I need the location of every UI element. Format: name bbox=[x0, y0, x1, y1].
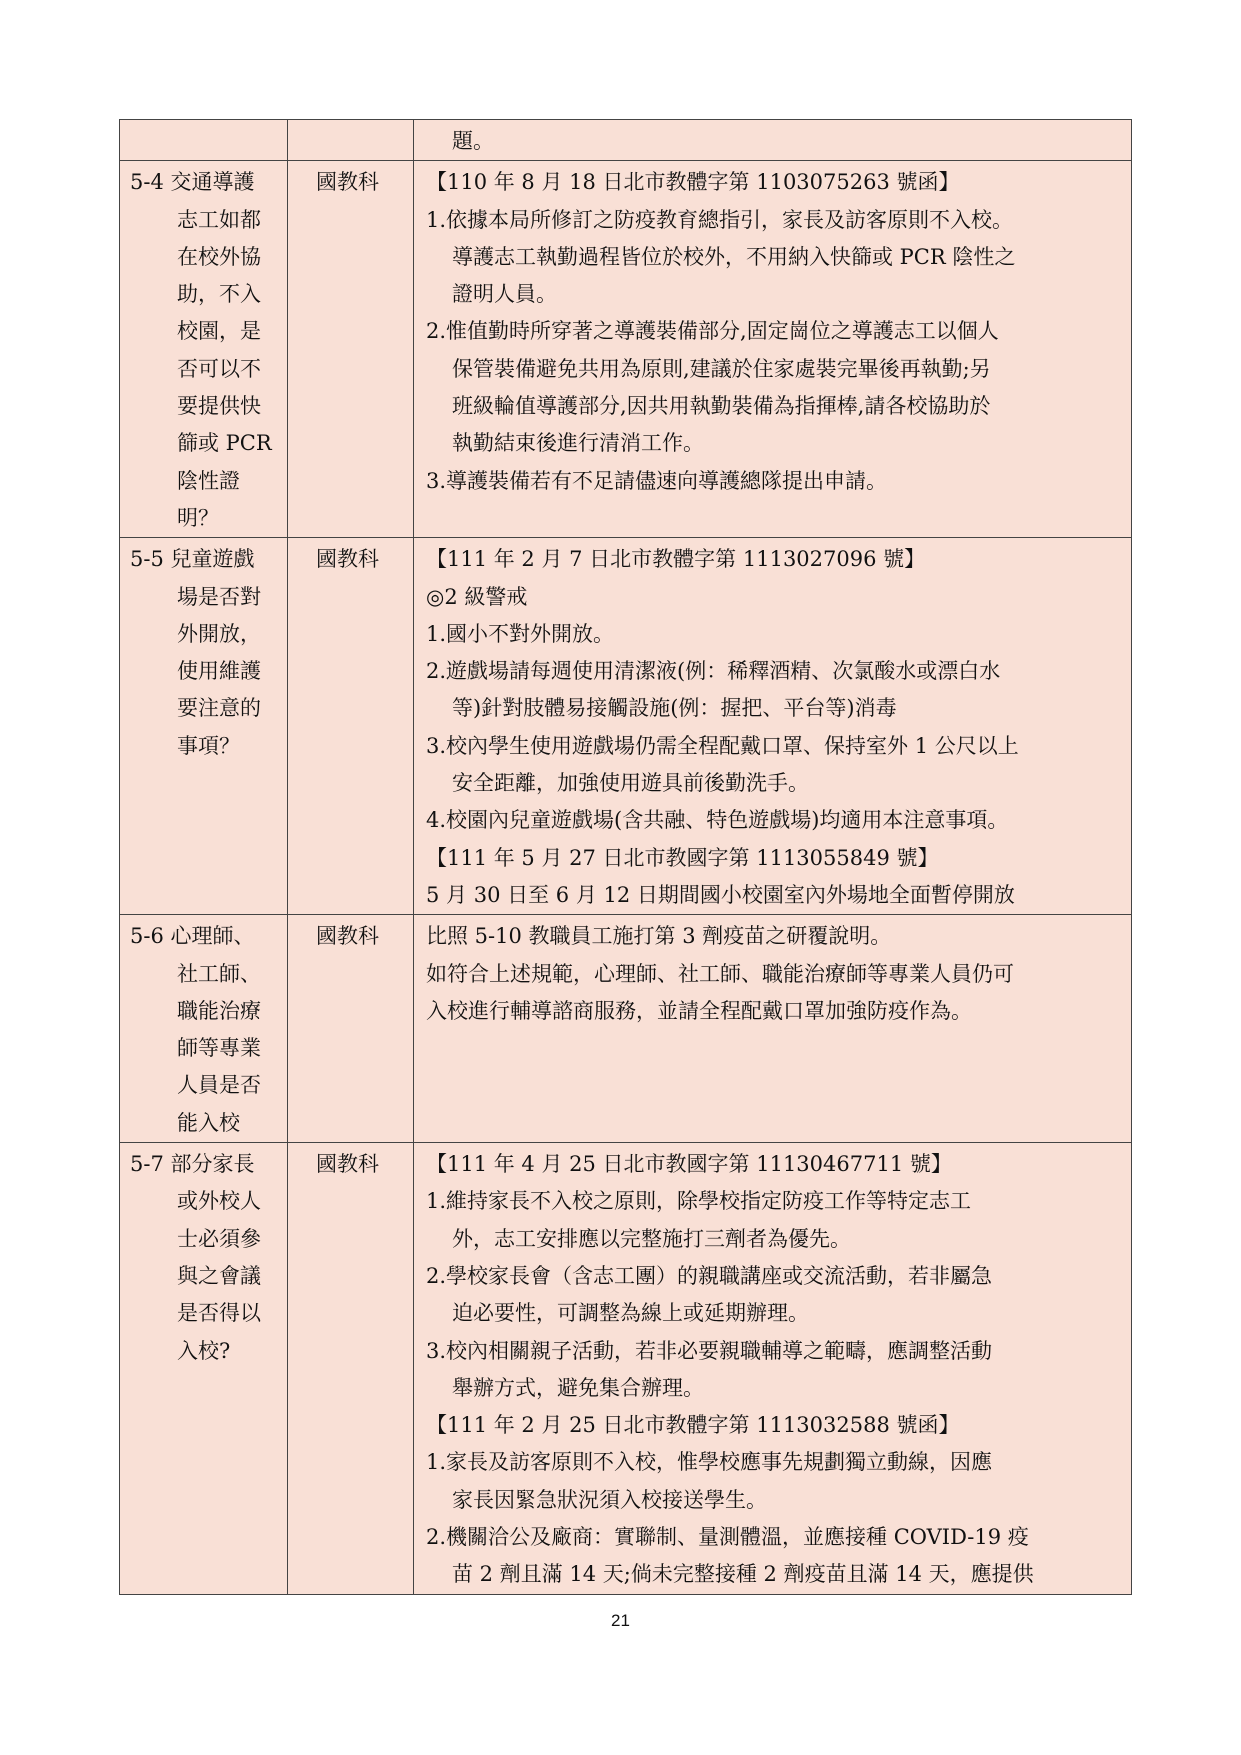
question-cell bbox=[120, 538, 288, 915]
table-row bbox=[120, 538, 1132, 915]
answer-line: 家長因緊急狀況須入校接送學生。 bbox=[452, 1487, 767, 1512]
unit-cell bbox=[288, 161, 414, 538]
answer-line: 1.維持家長不入校之原則，除學校指定防疫工作等特定志工 bbox=[426, 1189, 972, 1214]
question-line: 師等專業 bbox=[177, 1036, 261, 1061]
question-cell bbox=[120, 120, 288, 161]
question-line: 人員是否 bbox=[177, 1073, 261, 1098]
answer-cell bbox=[414, 915, 1132, 1143]
answer-line: 【111 年 2 月 25 日北市教體字第 1113032588 號函】 bbox=[426, 1413, 960, 1438]
answer-line: 迫必要性，可調整為線上或延期辦理。 bbox=[452, 1301, 809, 1326]
question-line: 是否得以 bbox=[177, 1301, 261, 1326]
question-line: 篩或 PCR bbox=[177, 431, 272, 456]
answer-line: 1.依據本局所修訂之防疫教育總指引，家長及訪客原則不入校。 bbox=[426, 207, 1014, 232]
question-line: 在校外協 bbox=[177, 244, 261, 269]
answer-line: 1.家長及訪客原則不入校，惟學校應事先規劃獨立動線，因應 bbox=[426, 1450, 993, 1475]
answer-line: 如符合上述規範，心理師、社工師、職能治療師等專業人員仍可 bbox=[426, 961, 1014, 986]
question-line: 5-4 交通導護 bbox=[130, 170, 255, 195]
answer-line: 班級輪值導護部分,因共用執勤裝備為指揮棒,請各校協助於 bbox=[452, 394, 991, 419]
answer-line: 2.機關洽公及廠商：實聯制、量測體溫，並應接種 COVID-19 疫 bbox=[426, 1524, 1029, 1549]
question-line: 事項？ bbox=[177, 733, 240, 758]
answer-cell bbox=[414, 161, 1132, 538]
answer-line: 保管裝備避免共用為原則,建議於住家處裝完畢後再執勤;另 bbox=[452, 356, 991, 381]
question-line: 社工師、 bbox=[177, 961, 261, 986]
question-line: 外開放， bbox=[177, 621, 261, 646]
answer-line: 證明人員。 bbox=[452, 282, 557, 307]
question-line: 場是否對 bbox=[177, 584, 261, 609]
unit-cell bbox=[288, 915, 414, 1143]
answer-line: 3.校內相關親子活動，若非必要親職輔導之範疇，應調整活動 bbox=[426, 1338, 993, 1363]
unit-cell bbox=[288, 538, 414, 915]
answer-line: 外，志工安排應以完整施打三劑者為優先。 bbox=[452, 1226, 851, 1251]
question-line: 使用維護 bbox=[177, 659, 261, 684]
answer-cell bbox=[414, 120, 1132, 161]
answer-line: 2.遊戲場請每週使用清潔液(例：稀釋酒精、次氯酸水或漂白水 bbox=[426, 659, 1001, 684]
answer-line: 比照 5-10 教職員工施打第 3 劑疫苗之研覆說明。 bbox=[426, 924, 892, 949]
answer-line: 入校進行輔導諮商服務，並請全程配戴口罩加強防疫作為。 bbox=[426, 998, 972, 1023]
question-cell bbox=[120, 915, 288, 1143]
answer-cell bbox=[414, 1143, 1132, 1595]
question-line: 明？ bbox=[177, 505, 219, 530]
question-line: 陰性證 bbox=[177, 468, 240, 493]
answer-line: 等)針對肢體易接觸設施(例：握把、平台等)消毒 bbox=[452, 696, 897, 721]
page-number: 21 bbox=[611, 1611, 630, 1630]
question-line: 5-7 部分家長 bbox=[130, 1152, 255, 1177]
answer-line: 舉辦方式，避免集合辦理。 bbox=[452, 1375, 704, 1400]
answer-line: 【111 年 2 月 7 日北市教體字第 1113027096 號】 bbox=[426, 547, 926, 572]
question-cell bbox=[120, 161, 288, 538]
answer-line: 【111 年 4 月 25 日北市教國字第 11130467711 號】 bbox=[426, 1152, 952, 1177]
answer-line: 【110 年 8 月 18 日北市教體字第 1103075263 號函】 bbox=[426, 170, 960, 195]
question-line: 校園，是 bbox=[177, 319, 261, 344]
unit-label: 國教科 bbox=[316, 547, 379, 572]
answer-line: 2.惟值勤時所穿著之導護裝備部分,固定崗位之導護志工以個人 bbox=[426, 319, 999, 344]
question-line: 助，不入 bbox=[177, 282, 261, 307]
question-line: 能入校 bbox=[177, 1110, 240, 1135]
answer-line: 5 月 30 日至 6 月 12 日期間國小校園室內外場地全面暫停開放 bbox=[426, 882, 1015, 907]
answer-line: 1.國小不對外開放。 bbox=[426, 621, 615, 646]
table-row bbox=[120, 1143, 1132, 1595]
answer-line: 苗 2 劑且滿 14 天;倘未完整接種 2 劑疫苗且滿 14 天，應提供 bbox=[452, 1562, 1034, 1587]
answer-line: 導護志工執勤過程皆位於校外，不用納入快篩或 PCR 陰性之 bbox=[452, 244, 1016, 269]
question-line: 職能治療 bbox=[177, 998, 261, 1023]
question-line: 志工如都 bbox=[177, 207, 261, 232]
question-cell bbox=[120, 1143, 288, 1595]
answer-cell bbox=[414, 538, 1132, 915]
unit-cell bbox=[288, 1143, 414, 1595]
question-line: 5-5 兒童遊戲 bbox=[130, 547, 255, 572]
answer-line: 安全距離，加強使用遊具前後勤洗手。 bbox=[452, 771, 809, 796]
answer-line: 【111 年 5 月 27 日北市教國字第 1113055849 號】 bbox=[426, 845, 939, 870]
unit-cell bbox=[288, 120, 414, 161]
unit-label: 國教科 bbox=[316, 170, 379, 195]
question-line: 要提供快 bbox=[177, 394, 261, 419]
unit-label: 國教科 bbox=[316, 1152, 379, 1177]
table-row bbox=[120, 915, 1132, 1143]
answer-line: 2.學校家長會（含志工團）的親職講座或交流活動，若非屬急 bbox=[426, 1263, 993, 1288]
faq-table-body bbox=[120, 120, 1132, 1595]
answer-line: 4.校園內兒童遊戲場(含共融、特色遊戲場)均適用本注意事項。 bbox=[426, 808, 1009, 833]
faq-table bbox=[119, 119, 1132, 1595]
answer-line: 執勤結束後進行清消工作。 bbox=[452, 431, 704, 456]
answer-line: 題。 bbox=[452, 129, 494, 153]
question-line: 士必須參 bbox=[177, 1226, 261, 1251]
question-line: 5-6 心理師、 bbox=[130, 924, 255, 949]
question-line: 要注意的 bbox=[177, 696, 261, 721]
question-line: 入校? bbox=[177, 1338, 231, 1363]
answer-line: ◎2 級警戒 bbox=[426, 584, 528, 609]
table-row bbox=[120, 120, 1132, 161]
table-row bbox=[120, 161, 1132, 538]
question-line: 否可以不 bbox=[177, 356, 261, 381]
answer-line: 3.校內學生使用遊戲場仍需全程配戴口罩、保持室外 1 公尺以上 bbox=[426, 733, 1019, 758]
answer-line: 3.導護裝備若有不足請儘速向導護總隊提出申請。 bbox=[426, 468, 888, 493]
unit-label: 國教科 bbox=[316, 924, 379, 949]
question-line: 或外校人 bbox=[177, 1189, 261, 1214]
question-line: 與之會議 bbox=[177, 1263, 261, 1288]
